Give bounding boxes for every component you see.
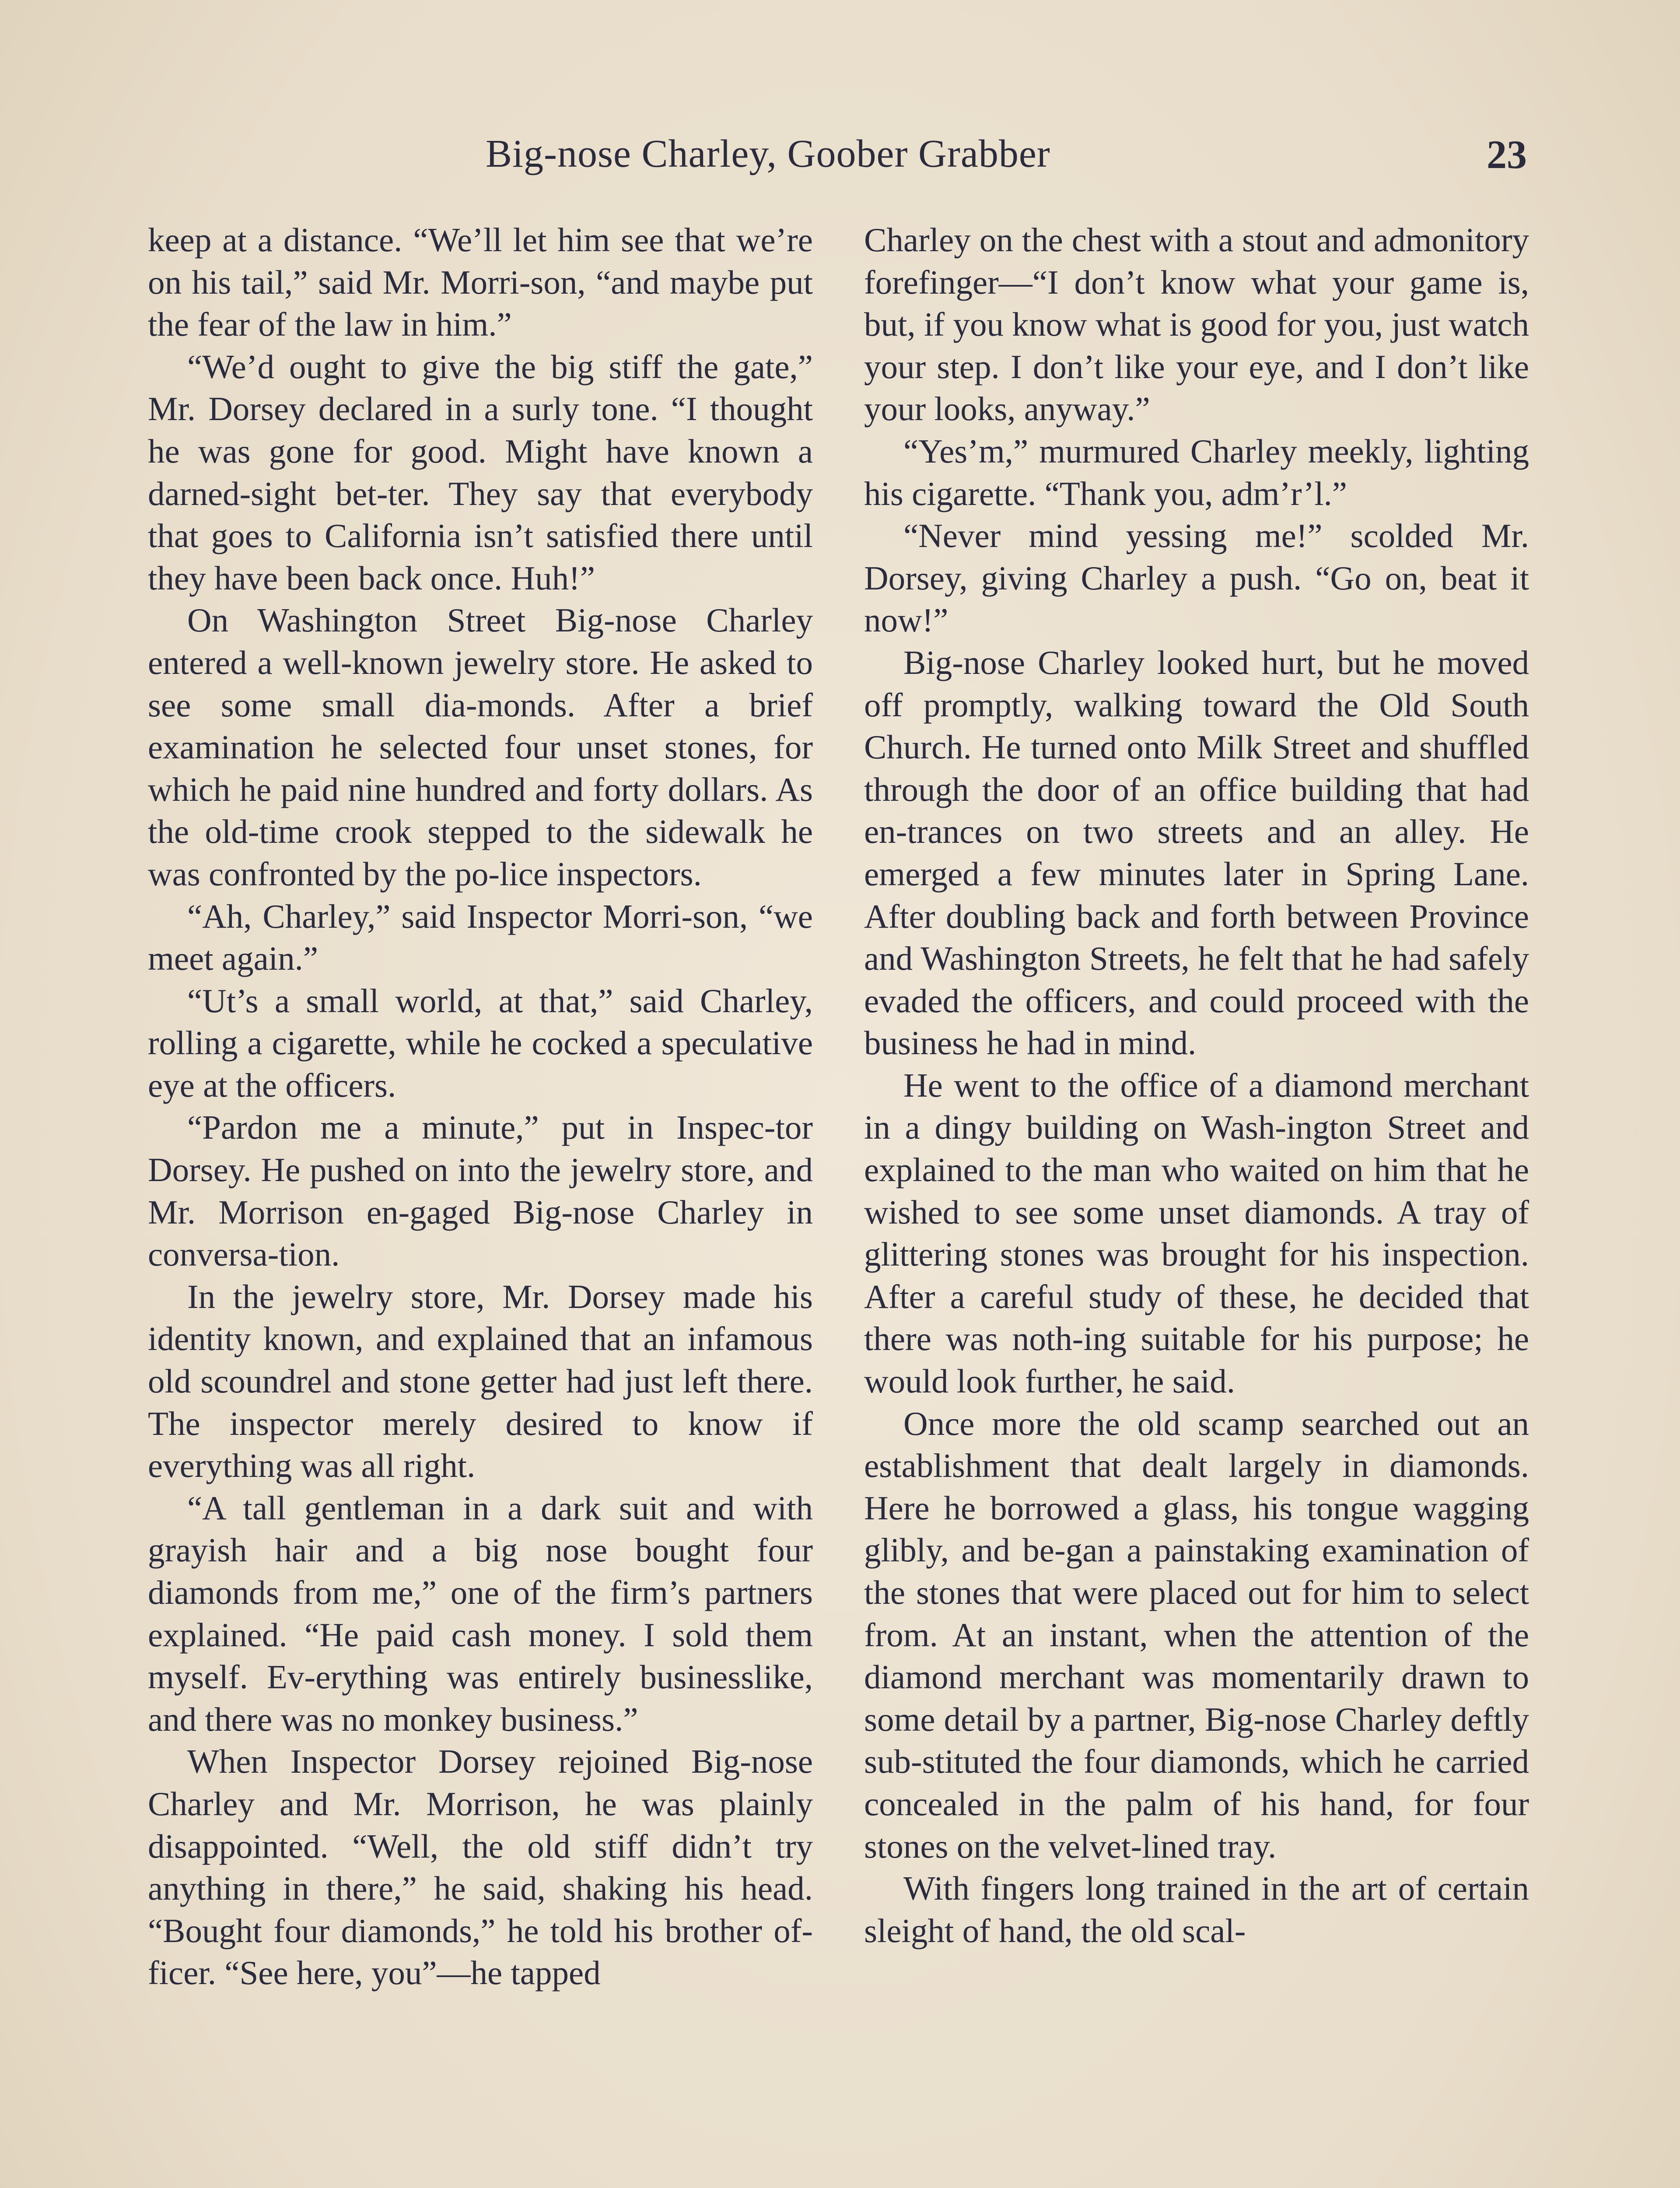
paragraph: “Ut’s a small world, at that,” said Charley, rolling a cigarette, while he cocked a speculative eye at the officers. [148,982,813,1104]
paragraph: “We’d ought to give the big stiff the gate,” Mr. Dorsey declared in a surly tone. “I thought he was gone for good. Might have known a darned-sight bet-ter. They say that everybody that goes to California isn’t satisfied there until they have been back once. Huh!” [148,347,813,597]
paragraph: “A tall gentleman in a dark suit and with grayish hair and a big nose bought four diamonds from me,” one of the firm’s partners explained. “He paid cash money. I sold them myself. Ev-erything was entirely businesslike, and there was no monkey business.” [148,1489,813,1738]
running-header [0,131,1680,188]
paragraph: Charley on the chest with a stout and admonitory forefinger—“I don’t know what your game is, but, if you know what is good for you, just watch your step. I don’t like your eye, and I don’t like your looks, anyway.” [864,221,1529,428]
paragraph: When Inspector Dorsey rejoined Big-nose Charley and Mr. Morrison, he was plainly disappointed. “Well, the old stiff didn’t try anything in there,” he said, shaking his head. “Bought four diamonds,” he told his brother of-ficer. “See here, you”—he tapped [148,1743,813,1992]
paragraph: With fingers long trained in the art of certain sleight of hand, the old scal- [864,1869,1529,1950]
paragraph: “Ah, Charley,” said Inspector Morri-son, “we meet again.” [148,897,813,978]
paragraph: On Washington Street Big-nose Charley entered a well-known jewelry store. He asked to see some small dia-monds. After a brief examination he selected four unset stones, for which he paid nine hundred and forty dollars. As the old-time crook stepped to the sidewalk he was confronted by the po-lice inspectors. [148,601,813,893]
paragraph: Big-nose Charley looked hurt, but he moved off promptly, walking toward the Old South Church. He turned onto Milk Street and shuffled through the door of an office building that had en-trances on two streets and an alley. He emerged a few minutes later in Spring Lane. After doubling back and forth between Province and Washington Streets, he felt that he had safely evaded the officers, and could proceed with the business he had in mind. [864,643,1529,1062]
paragraph: He went to the office of a diamond merchant in a dingy building on Wash-ington Street and explained to the man who waited on him that he wished to see some unset diamonds. A tray of glittering stones was brought for his inspection. After a careful study of these, he decided that there was noth-ing suitable for his purpose; he would look further, he said. [864,1066,1529,1400]
paragraph: “Yes’m,” murmured Charley meekly, lighting his cigarette. “Thank you, adm’r’l.” [864,432,1529,512]
left-text-column [148,219,813,1994]
running-title: Big-nose Charley, Goober Grabber [486,132,1050,175]
paragraph: In the jewelry store, Mr. Dorsey made his identity known, and explained that an infamous old scoundrel and stone getter had just left there. The inspector merely desired to know if everything was all right. [148,1277,813,1485]
right-text-column [864,219,1529,1952]
paragraph: “Pardon me a minute,” put in Inspec-tor Dorsey. He pushed on into the jewelry store, and Mr. Morrison en-gaged Big-nose Charley in conversa-tion. [148,1108,813,1273]
paragraph: Once more the old scamp searched out an establishment that dealt largely in diamonds. Here he borrowed a glass, his tongue wagging glibly, and be-gan a painstaking examination of the stones that were placed out for him to select from. At an instant, when the attention of the diamond merchant was momentarily drawn to some detail by a partner, Big-nose Charley deftly sub-stituted the four diamonds, which he carried concealed in the palm of his hand, for four stones on the velvet-lined tray. [864,1404,1529,1865]
page-number: 23 [1487,132,1527,177]
paragraph: “Never mind yessing me!” scolded Mr. Dorsey, giving Charley a push. “Go on, beat it now!” [864,517,1529,639]
paragraph: keep at a distance. “We’ll let him see that we’re on his tail,” said Mr. Morri-son, “and maybe put the fear of the law in him.” [148,221,813,344]
